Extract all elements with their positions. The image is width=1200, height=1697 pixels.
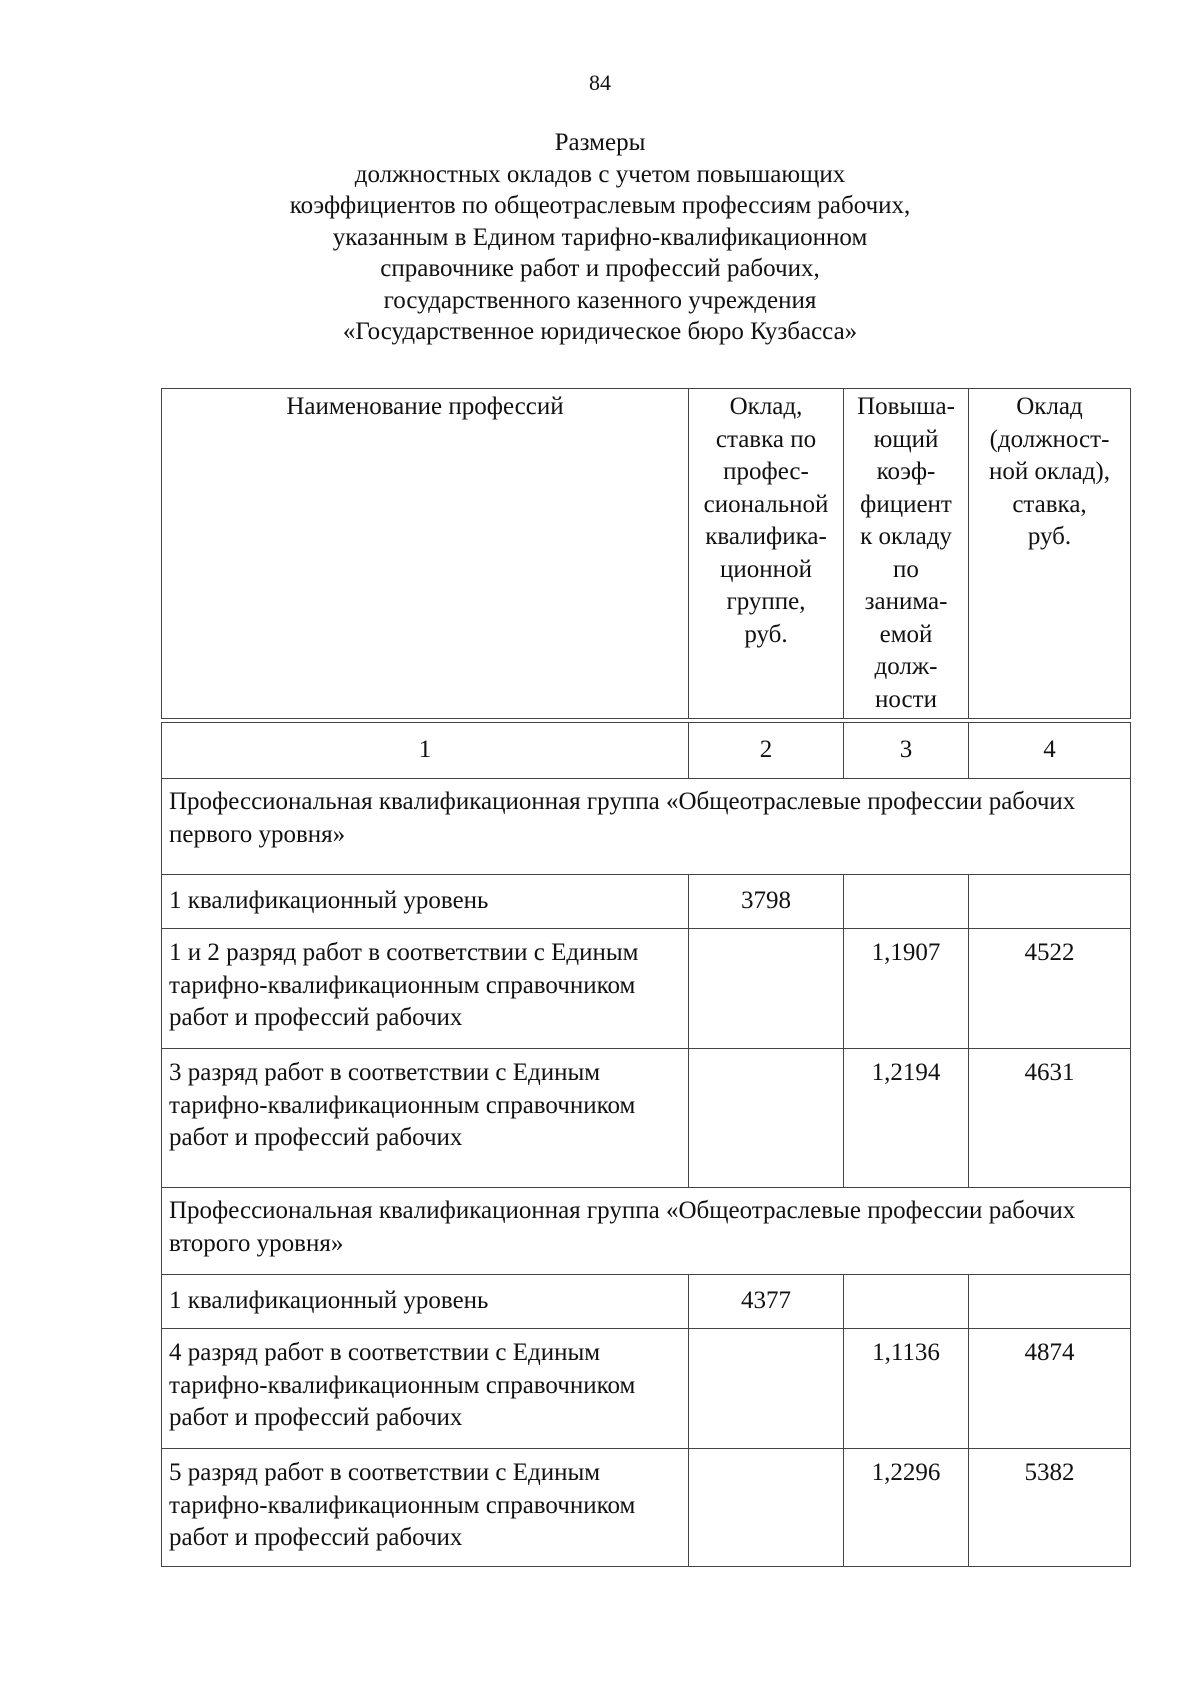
title-line: справочнике работ и профессий рабочих,	[380, 255, 820, 282]
empty-cell	[969, 875, 1131, 929]
document-title	[0, 127, 1200, 348]
table-header-row	[162, 389, 1131, 719]
empty-cell	[689, 1049, 844, 1188]
header-text: ставка по	[715, 425, 817, 453]
level-name: 1 квалификационный уровень	[162, 875, 689, 929]
header-text: квалифика-	[705, 523, 827, 550]
table-row	[162, 929, 1131, 1049]
header-profession-name	[162, 389, 689, 719]
level-name: 1 квалификационный уровень	[162, 1275, 689, 1329]
title-line: государственного казенного учреждения	[383, 286, 817, 314]
profession-name: 4 разряд работ в соответствии с Единым тарифно-квалификационным справочником работ и профессий рабочих	[162, 1329, 689, 1449]
total-salary-value: 4522	[969, 929, 1131, 1049]
header-text: ной оклад),	[988, 458, 1111, 485]
header-text: профес-	[723, 458, 809, 485]
header-text: занима-	[864, 588, 948, 615]
column-number: 4	[969, 723, 1131, 779]
header-text: коэф-	[876, 458, 936, 485]
header-text: ставка,	[1012, 490, 1087, 518]
header-text: емой	[879, 620, 933, 648]
header-text: руб.	[1027, 523, 1072, 550]
group-title-row	[162, 779, 1131, 875]
page-number: 84	[589, 70, 611, 95]
title-line: Размеры	[554, 129, 646, 156]
header-text: Повыша-	[857, 393, 955, 420]
total-salary-value: 5382	[969, 1449, 1131, 1567]
total-salary-value: 4874	[969, 1329, 1131, 1449]
header-text: долж-	[874, 653, 938, 680]
table-row	[162, 1049, 1131, 1188]
header-text: фициент	[860, 490, 952, 518]
profession-name: 3 разряд работ в соответствии с Единым тарифно-квалификационным справочником работ и профессий рабочих	[162, 1049, 689, 1188]
empty-cell	[969, 1275, 1131, 1329]
coefficient-value: 1,2296	[844, 1449, 969, 1567]
column-number-row	[162, 723, 1131, 779]
header-text: Оклад	[1016, 393, 1083, 420]
column-number: 2	[689, 723, 844, 779]
column-number: 3	[844, 723, 969, 779]
header-text: Оклад,	[729, 393, 803, 420]
header-text: к окладу	[860, 523, 952, 550]
empty-cell	[689, 929, 844, 1049]
title-line: коэффициентов по общеотраслевым профессиям рабочих,	[289, 192, 911, 219]
header-text: ющий	[873, 425, 939, 453]
empty-cell	[844, 1275, 969, 1329]
table-row	[162, 1449, 1131, 1567]
empty-cell	[689, 1329, 844, 1449]
header-text: сиональной	[703, 490, 829, 518]
header-text: по	[893, 555, 919, 583]
group-title-row	[162, 1188, 1131, 1275]
salary-table	[161, 388, 1131, 1567]
level-salary: 4377	[689, 1275, 844, 1329]
qualification-level-row	[162, 1275, 1131, 1329]
total-salary-value: 4631	[969, 1049, 1131, 1188]
header-coefficient	[844, 389, 969, 719]
profession-name: 1 и 2 разряд работ в соответствии с Единым тарифно-квалификационным справочником работ и профессий рабочих	[162, 929, 689, 1049]
header-total-salary	[969, 389, 1131, 719]
header-text: Наименование профессий	[286, 393, 564, 420]
header-text: ности	[875, 685, 937, 713]
empty-cell	[844, 875, 969, 929]
header-text: ционной	[720, 555, 812, 583]
header-text: руб.	[744, 620, 788, 648]
header-text: (должност-	[989, 425, 1110, 453]
profession-name: 5 разряд работ в соответствии с Единым тарифно-квалификационным справочником работ и профессий рабочих	[162, 1449, 689, 1567]
group-title: Профессиональная квалификационная группа «Общеотраслевые профессии рабочих первого уровня»	[162, 779, 1131, 875]
column-number: 1	[162, 723, 689, 779]
header-text: группе,	[726, 588, 806, 615]
coefficient-value: 1,1907	[844, 929, 969, 1049]
title-line: «Государственное юридическое бюро Кузбасса»	[342, 318, 858, 345]
table-row	[162, 1329, 1131, 1449]
header-base-salary	[689, 389, 844, 719]
title-line: указанным в Едином тарифно-квалификационном	[332, 223, 868, 251]
level-salary: 3798	[689, 875, 844, 929]
title-line: должностных окладов с учетом повышающих	[354, 160, 846, 188]
empty-cell	[689, 1449, 844, 1567]
group-title: Профессиональная квалификационная группа «Общеотраслевые профессии рабочих второго уровня»	[162, 1188, 1131, 1275]
qualification-level-row	[162, 875, 1131, 929]
coefficient-value: 1,1136	[844, 1329, 969, 1449]
coefficient-value: 1,2194	[844, 1049, 969, 1188]
